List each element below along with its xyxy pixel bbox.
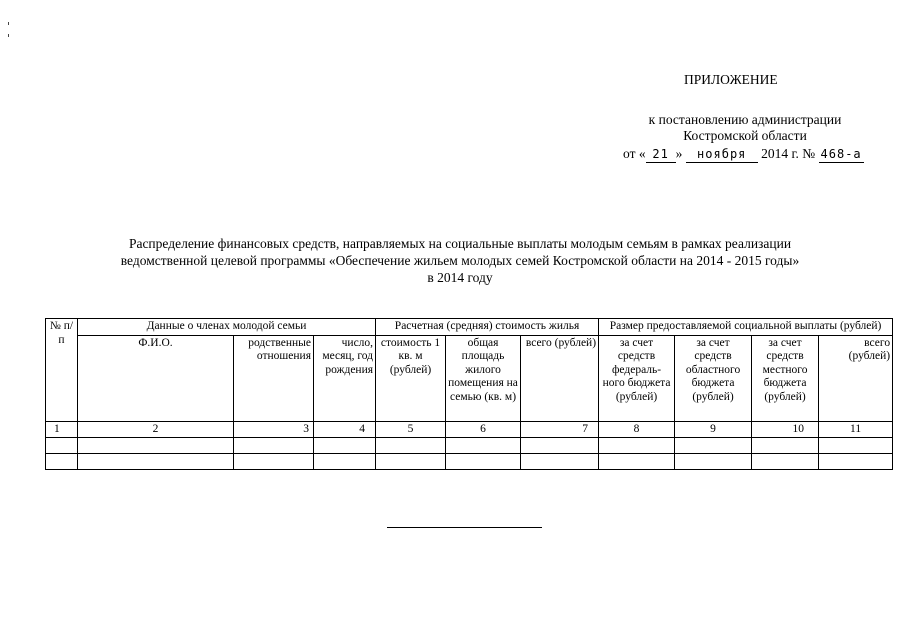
title-line-3: в 2014 году — [427, 270, 493, 285]
appendix-line-1: к постановлению администрации — [648, 112, 842, 127]
column-number: 2 — [78, 421, 234, 438]
appendix-line-2: Костромской области — [683, 128, 807, 143]
appendix-label: ПРИЛОЖЕНИЕ — [684, 72, 778, 87]
table-header-row-2 — [46, 335, 893, 421]
decree-number: 468-а — [820, 147, 862, 161]
table-cell — [819, 454, 893, 470]
date-month: ноября — [686, 146, 758, 163]
table-cell — [446, 438, 521, 454]
table-row — [46, 454, 893, 470]
table-cell — [314, 454, 376, 470]
table-cell — [752, 454, 819, 470]
header-cost-per-sqm: стоимость 1 кв. м (рублей) — [376, 335, 446, 421]
table-header-row-1 — [46, 319, 893, 336]
header-cost-total: всего (рублей) — [521, 335, 599, 421]
header-housing-cost: Расчетная (средняя) стоимость жилья — [376, 319, 599, 336]
table-cell — [675, 454, 752, 470]
header-social-payment: Размер предоставляемой социальной выплаты (рублей) — [599, 319, 893, 336]
header-total-area: общая площадь жилого помещения на семью (кв. м) — [446, 335, 521, 421]
date-year: 2014 г. № — [761, 146, 816, 161]
table-cell — [521, 438, 599, 454]
table-cell — [376, 438, 446, 454]
table-cell — [46, 454, 78, 470]
appendix-subtitle — [600, 112, 890, 144]
table-cell — [752, 438, 819, 454]
column-number: 11 — [819, 421, 893, 438]
header-birth-date: число, месяц, год рождения — [314, 335, 376, 421]
table-cell — [599, 454, 675, 470]
decree-date-line — [623, 146, 864, 163]
table-cell — [599, 438, 675, 454]
table-cell — [819, 438, 893, 454]
table-cell — [234, 454, 314, 470]
column-number: 9 — [675, 421, 752, 438]
table-cell — [675, 438, 752, 454]
header-number: № п/п — [46, 319, 78, 422]
table-cell — [78, 454, 234, 470]
scan-artifact-mark — [8, 22, 9, 25]
column-number-row — [46, 421, 893, 438]
column-number: 4 — [314, 421, 376, 438]
column-number: 7 — [521, 421, 599, 438]
date-prefix: от « — [623, 146, 646, 161]
header-full-name: Ф.И.О. — [78, 335, 234, 421]
title-line-2: ведомственной целевой программы «Обеспечение жильем молодых семей Костромской области на 2014 - 2015 годы» — [120, 253, 800, 268]
table-cell — [78, 438, 234, 454]
column-number: 10 — [752, 421, 819, 438]
table-cell — [521, 454, 599, 470]
header-family-data: Данные о членах молодой семьи — [78, 319, 376, 336]
table-cell — [376, 454, 446, 470]
column-number: 1 — [46, 421, 78, 438]
table-cell — [234, 438, 314, 454]
date-mid: » — [675, 146, 683, 161]
column-number: 6 — [446, 421, 521, 438]
closing-separator-line — [387, 527, 542, 528]
distribution-table — [45, 318, 893, 470]
header-regional-budget: за счет средств областного бюджета (рублей) — [675, 335, 752, 421]
date-day: 21 — [646, 146, 676, 163]
header-payment-total: всего (рублей) — [819, 335, 893, 421]
document-title — [60, 235, 860, 286]
table-cell — [314, 438, 376, 454]
table-cell — [46, 438, 78, 454]
column-number: 3 — [234, 421, 314, 438]
header-federal-budget: за счет средств федераль-ного бюджета (рублей) — [599, 335, 675, 421]
table-cell — [446, 454, 521, 470]
title-line-1: Распределение финансовых средств, направляемых на социальные выплаты молодым семьям в рамках реализации — [128, 236, 792, 251]
column-number: 5 — [376, 421, 446, 438]
header-local-budget: за счет средств местного бюджета (рублей) — [752, 335, 819, 421]
column-number: 8 — [599, 421, 675, 438]
scan-artifact-mark — [8, 34, 9, 37]
table-row — [46, 438, 893, 454]
header-relationship: родственные отношения — [234, 335, 314, 421]
